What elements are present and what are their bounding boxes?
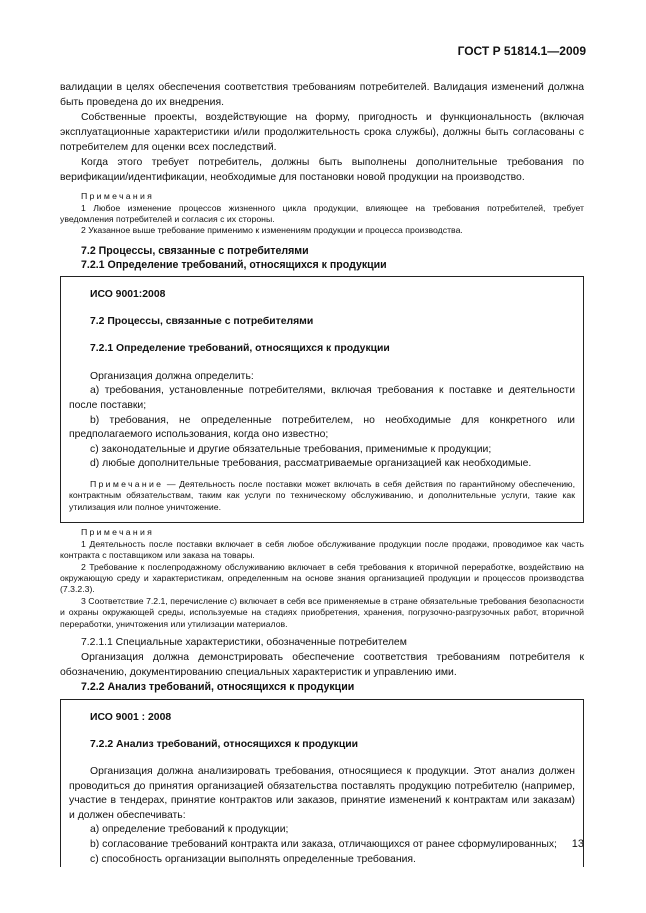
box-heading-7-2-2: 7.2.2 Анализ требований, относящихся к продукции bbox=[90, 739, 358, 751]
box-heading-7-2-1: 7.2.1 Определение требований, относящихся к продукции bbox=[90, 342, 390, 354]
iso-label: ИСО 9001 : 2008 bbox=[90, 712, 172, 724]
list-item-a: а) требования, установленные потребителями, включая требования к поставке и деятельности после поставки; bbox=[69, 385, 575, 411]
section-heading-7-2: 7.2 Процессы, связанные с потребителями bbox=[81, 244, 309, 257]
paragraph: Организация должна демонстрировать обеспечение соответствия требованиям потребителя к обозначению, документированию специальных характеристик и управлению ими. bbox=[60, 652, 584, 679]
standard-header: ГОСТ Р 51814.1—2009 bbox=[457, 44, 586, 58]
note-1: 1 Деятельность после поставки включает в себя любое обслуживание продукции после продажи, проводимое как часть контракта с поставщиком или заказа на товары. bbox=[60, 538, 584, 561]
iso-quote-box-2 bbox=[60, 699, 584, 867]
list-item-c: c) законодательные и другие обязательные требования, применимые к продукции; bbox=[90, 443, 492, 455]
list-item-d: d) любые дополнительные требования, рассматриваемые организацией как необходимые. bbox=[90, 458, 532, 470]
paragraph: Собственные проекты, воздействующие на форму, пригодность и функциональность (включая эксплуатационные характеристики и/или продолжительность срока службы), должны быть согласованы с потребителем для оценки всех последствий. bbox=[60, 112, 584, 153]
page-body bbox=[60, 80, 584, 867]
list-item-b: b) согласование требований контракта или заказа, отличающихся от ранее сформулированных; bbox=[90, 839, 557, 850]
iso-quote-box-1 bbox=[60, 276, 584, 523]
box-note bbox=[69, 479, 575, 513]
iso-label: ИСО 9001:2008 bbox=[90, 288, 166, 300]
box-heading-7-2: 7.2 Процессы, связанные с потребителями bbox=[90, 315, 314, 327]
section-heading-7-2-2: 7.2.2 Анализ требований, относящихся к продукции bbox=[81, 681, 355, 694]
page-number: 13 bbox=[571, 838, 584, 850]
box-lead: Организация должна определить: bbox=[90, 370, 254, 382]
list-item-a: а) определение требований к продукции; bbox=[90, 824, 289, 836]
subsection-heading-7-2-1-1: 7.2.1.1 Специальные характеристики, обозначенные потребителем bbox=[81, 637, 407, 649]
note-2: 2 Указанное выше требование применимо к изменениям продукции и процесса производства. bbox=[81, 225, 463, 236]
note-2: 2 Требование к послепродажному обслуживанию включает в себя требования к вторичной переработке, воздействию на окружающую среду и характеристикам, определенным на основе знания организацией продукции и процессов производства (7.3.2.3). bbox=[60, 561, 584, 595]
box-note-text: — Деятельность после поставки может включать в себя действия по гарантийному обеспечению, контрактным обязательствам, таким как услуги по техническому обслуживанию, и дополнительные услуги, такие как утилизация или полное уничтожение. bbox=[69, 478, 575, 512]
notes-title: Примечания bbox=[81, 527, 155, 538]
section-heading-7-2-1: 7.2.1 Определение требований, относящихся к продукции bbox=[81, 258, 387, 271]
box-note-label: Примечание bbox=[90, 478, 164, 489]
note-3: 3 Соответствие 7.2.1, перечисление с) включает в себя все применяемые в стране обязательные требования безопасности и охраны окружающей среды, используемые на стадиях приобретения, хранения, погрузочно-разгрузочных работ, вторичной переработки, уничтожения или утилизации материалов. bbox=[60, 595, 584, 629]
notes-title: Примечания bbox=[81, 191, 155, 201]
box-lead: Организация должна анализировать требования, относящиеся к продукции. Этот анализ должен проводиться до принятия организацией обязательства поставлять продукцию потребителю (например, участие в тендерах, принятие контрактов или заказов, принятие изменений к контрактам или заказам) и должен обеспечивать: bbox=[69, 766, 575, 821]
paragraph: Когда этого требует потребитель, должны быть выполнены дополнительные требования по верификации/идентификации, необходимые для постановки новой продукции на производство. bbox=[60, 157, 584, 183]
list-item-c: с) способность организации выполнять определенные требования. bbox=[90, 853, 416, 865]
note-1: 1 Любое изменение процессов жизненного цикла продукции, влияющее на требования потребителей, требует уведомления потребителей и согласия с их стороны. bbox=[60, 202, 584, 224]
list-item-b: b) требования, не определенные потребителем, но необходимые для конкретного или предполагаемого использования, когда оно известно; bbox=[69, 414, 575, 441]
paragraph: валидации в целях обеспечения соответствия требованиям потребителей. Валидация изменений должна быть проведена до их внедрения. bbox=[60, 82, 584, 108]
